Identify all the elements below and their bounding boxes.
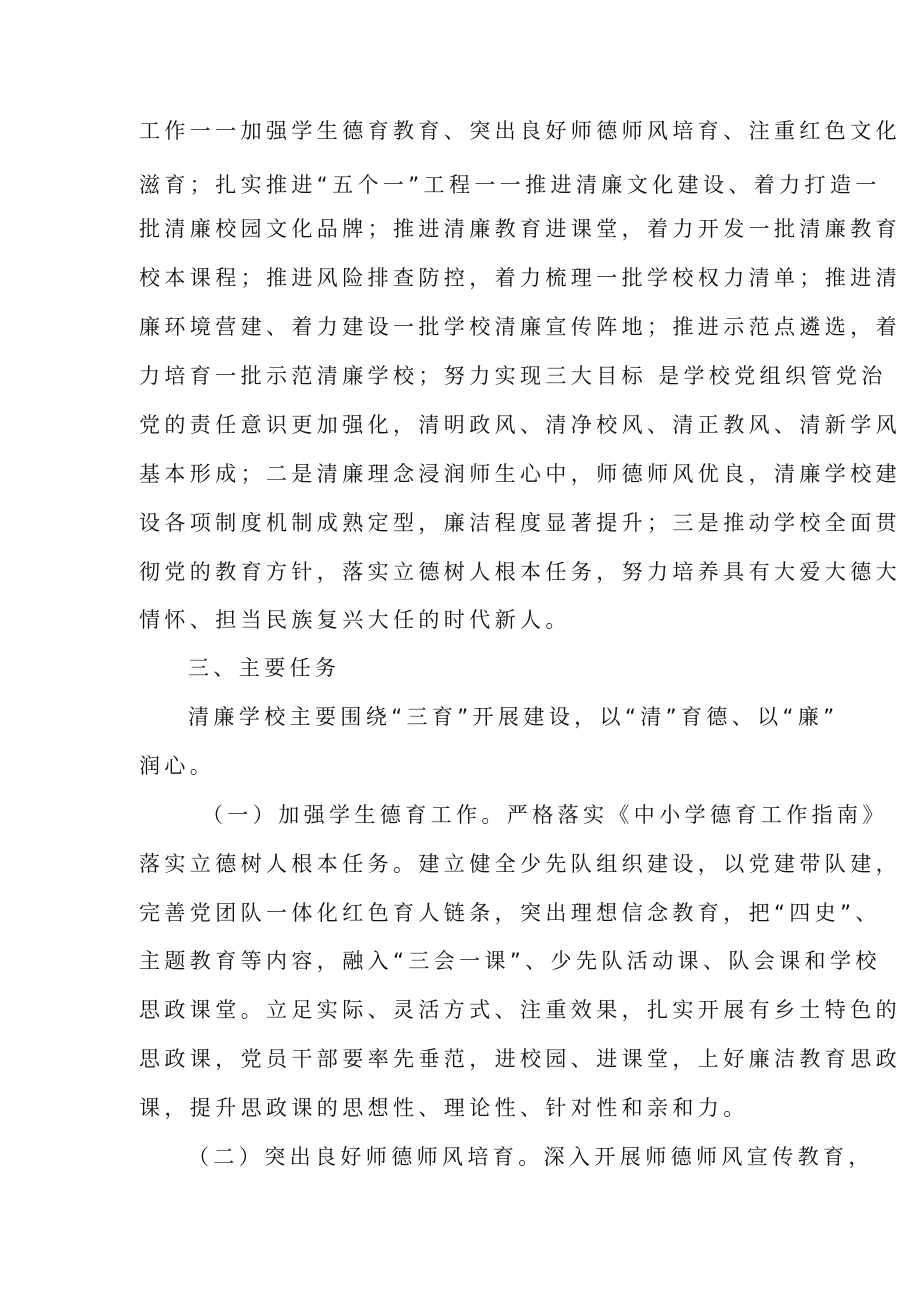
body-text-line: 思政课，党员干部要率先垂范，进校园、进课堂，上好廉洁教育思政	[139, 1047, 901, 1071]
body-text-line: 课，提升思政课的思想性、理论性、针对性和亲和力。	[139, 1096, 749, 1120]
body-text-line: 党的责任意识更加强化，清明政风、清净校风、清正教风、清新学风	[139, 413, 901, 437]
section-heading: 三、主要任务	[188, 656, 341, 680]
body-text-line: 基本形成；二是清廉理念浸润师生心中，师德师风优良，清廉学校建	[139, 462, 901, 486]
body-text-line: 落实立德树人根本任务。建立健全少先队组织建设，以党建带队建，	[139, 852, 901, 876]
body-text-line: 情怀、担当民族复兴大任的时代新人。	[139, 608, 571, 632]
body-text-line: 润心。	[139, 754, 216, 778]
body-text-line: 完善党团队一体化红色育人链条，突出理想信念教育，把“四史”、	[139, 901, 881, 925]
body-text-line: 设各项制度机制成熟定型，廉洁程度显著提升；三是推动学校全面贯	[139, 511, 901, 535]
body-text-line: 思政课堂。立足实际、灵活方式、注重效果，扎实开展有乡土特色的	[139, 998, 901, 1022]
body-text-line: 批清廉校园文化品牌；推进清廉教育进课堂，着力开发一批清廉教育	[139, 217, 901, 241]
body-text-line: 力培育一批示范清廉学校；努力实现三大目标 是学校党组织管党治	[139, 364, 887, 388]
subsection-heading-line: （二）突出良好师德师风培育。深入开展师德师风宣传教育，	[188, 1145, 874, 1169]
body-text-line: 校本课程；推进风险排查防控，着力梳理一批学校权力清单；推进清	[139, 266, 901, 290]
body-text-line: 主题教育等内容，融入“三会一课”、少先队活动课、队会课和学校	[139, 949, 881, 973]
body-text-line: 廉环境营建、着力建设一批学校清廉宣传阵地；推进示范点遴选，着	[139, 315, 901, 339]
subsection-heading-line: （一）加强学生德育工作。严格落实《中小学德育工作指南》	[202, 803, 888, 827]
paragraph-first-line: 清廉学校主要围绕“三育”开展建设，以“清”育德、以“廉”	[188, 705, 839, 729]
body-text-line: 工作一一加强学生德育教育、突出良好师德师风培育、注重红色文化	[139, 119, 901, 143]
body-text-line: 滋育；扎实推进“五个一”工程一一推进清廉文化建设、着力打造一	[139, 173, 881, 197]
body-text-line: 彻党的教育方针，落实立德树人根本任务，努力培养具有大爱大德大	[139, 560, 901, 584]
